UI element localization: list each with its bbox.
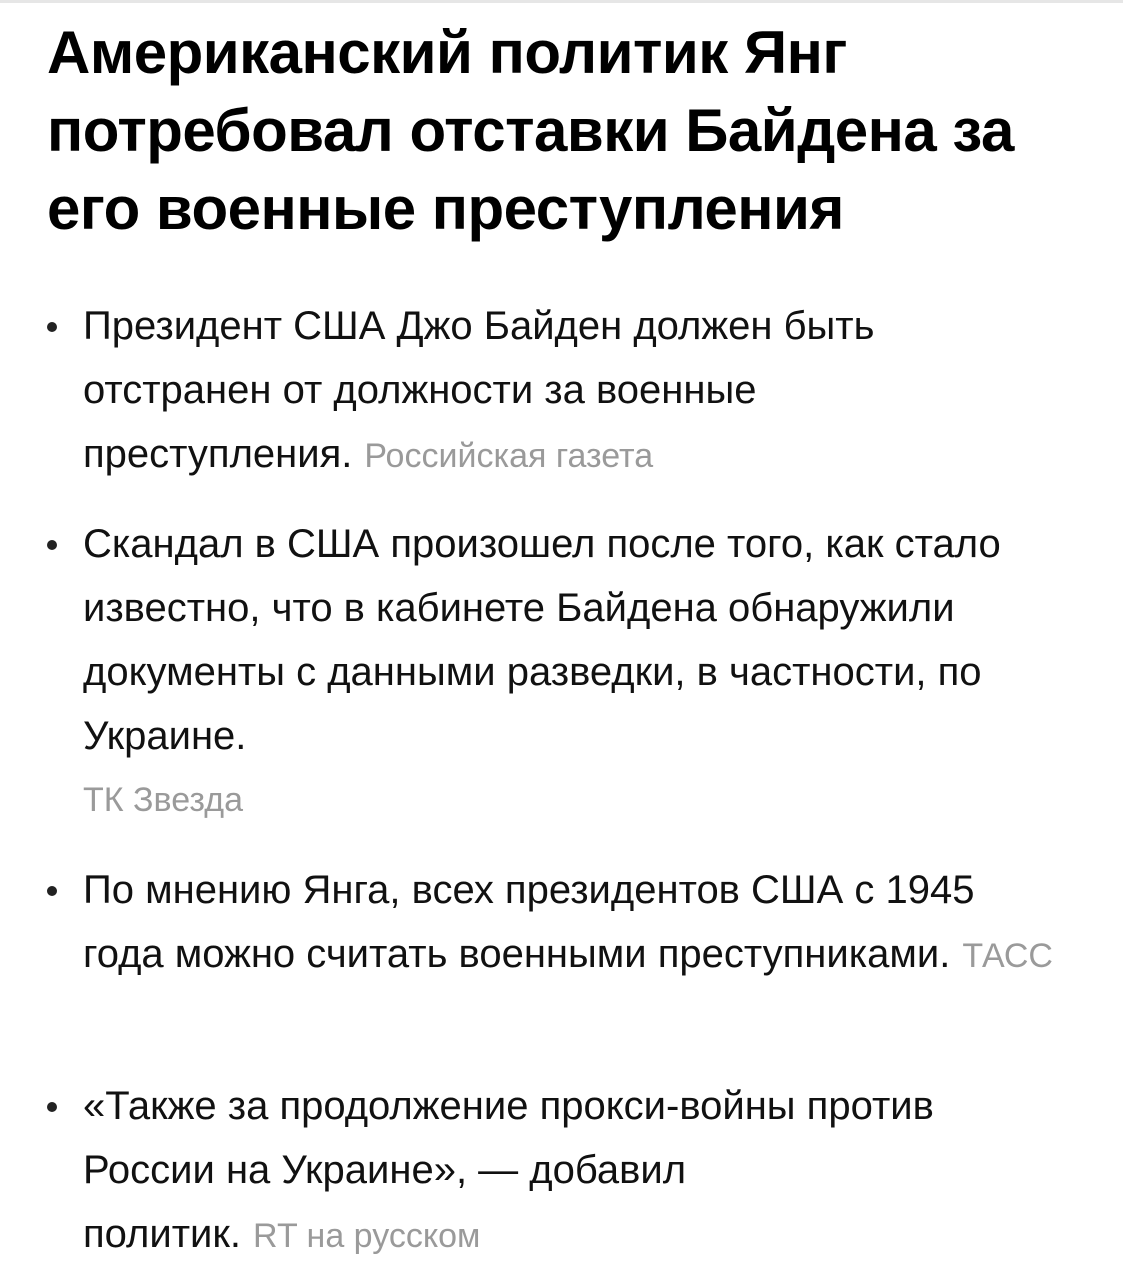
summary-text: «Также за продолжение прокси-войны против России на Украине», — добавил политик. (83, 1084, 934, 1256)
summary-text: Президент США Джо Байден должен быть отстранен от должности за военные преступления. (83, 304, 875, 476)
summary-text: По мнению Янга, всех президентов США с 1945 года можно считать военными преступниками. (83, 868, 975, 976)
summary-item-text (83, 512, 1063, 832)
bullet-icon (47, 886, 57, 896)
summary-item-text (83, 294, 1063, 488)
source-link[interactable]: RT на русском (253, 1217, 481, 1255)
summary-text: Скандал в США произошел после того, как стало известно, что в кабинете Байдена обнаружили документы с данными разведки, в частности, по Украине. (83, 522, 1001, 758)
article-headline: Американский политик Янг потребовал отставки Байдена за его военные преступления (47, 19, 1014, 242)
bullet-icon (47, 540, 57, 550)
bullet-icon (47, 1102, 57, 1112)
source-link[interactable]: ТАСС (962, 937, 1053, 975)
source-link[interactable]: ТК Звезда (83, 781, 243, 819)
top-divider (0, 0, 1123, 3)
summary-item-text (83, 1074, 1063, 1268)
summary-item-text (83, 858, 1063, 988)
bullet-icon (47, 322, 57, 332)
source-link[interactable]: Российская газета (364, 437, 654, 475)
